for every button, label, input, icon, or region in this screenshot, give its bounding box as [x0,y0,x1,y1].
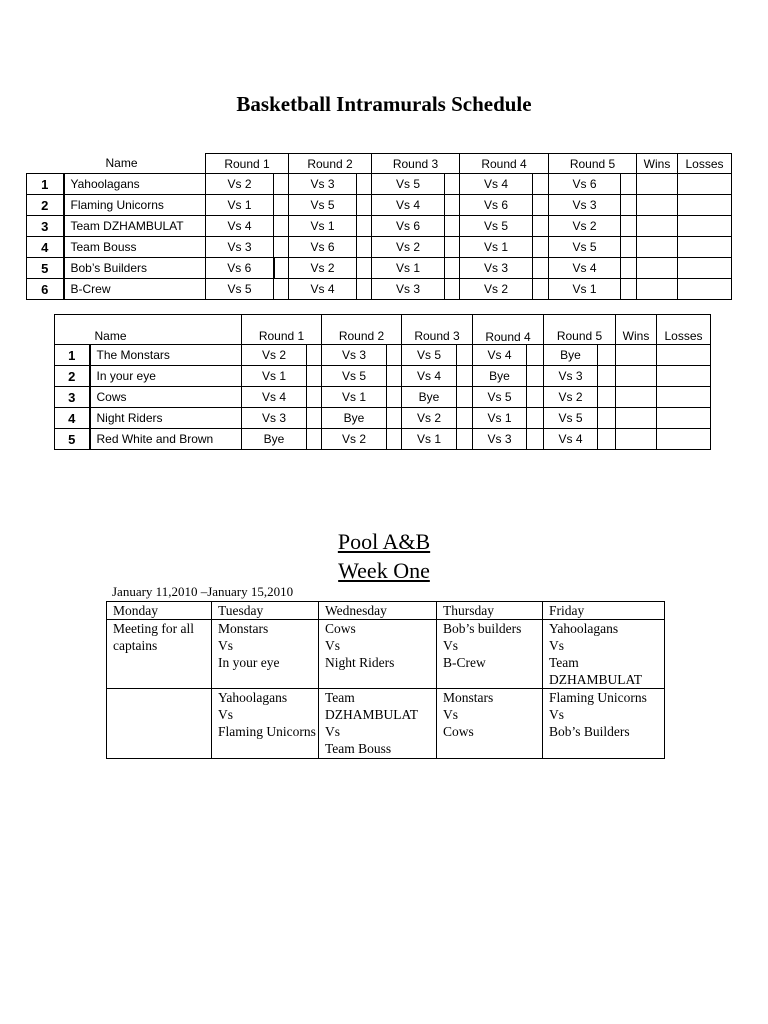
score-cell [457,345,473,366]
team-name: Bob’s Builders [64,258,206,279]
round-cell: Vs 1 [473,408,527,429]
table-row [27,258,732,279]
header-round-1: Round 1 [242,315,322,345]
round-cell: Vs 3 [473,429,527,450]
round-cell: Vs 4 [544,429,598,450]
vs-label: Vs [218,638,234,653]
team-number: 4 [27,237,64,258]
score-cell [357,258,372,279]
header-losses: Losses [657,315,711,345]
header-round-3: Round 3 [372,154,460,174]
team-a: Yahoolagans [218,690,288,705]
game-cell [319,689,437,759]
pool-heading: Pool A&B [337,529,431,554]
table-row [27,237,732,258]
score-cell [445,258,460,279]
score-cell [387,429,402,450]
round-cell: Vs 1 [206,195,274,216]
table-row [27,174,732,195]
header-round-4: Round 4 [460,154,549,174]
team-name: The Monstars [90,345,242,366]
round-cell: Vs 3 [289,174,357,195]
team-number: 1 [27,174,64,195]
score-cell [598,387,616,408]
game-cell [107,620,212,689]
table-row [55,408,711,429]
day-tuesday: Tuesday [212,602,319,620]
pool-b-table [54,314,711,450]
game-row [107,689,665,759]
team-number: 1 [55,345,90,366]
day-friday: Friday [543,602,665,620]
score-cell [533,258,549,279]
team-a: Yahoolagans [549,621,619,636]
losses-cell [657,408,711,429]
score-cell [307,408,322,429]
team-name: Team DZHAMBULAT [64,216,206,237]
table-row [27,195,732,216]
header-round-5: Round 5 [549,154,637,174]
wins-cell [637,258,678,279]
day-header-row [107,602,665,620]
score-cell [533,195,549,216]
vs-label: Vs [549,707,565,722]
score-cell [621,216,637,237]
score-cell [457,366,473,387]
day-monday: Monday [107,602,212,620]
score-cell [621,195,637,216]
wins-cell [637,279,678,300]
table-row [55,429,711,450]
game-row [107,620,665,689]
game-cell [543,689,665,759]
round-cell: Vs 6 [460,195,533,216]
header-name: Name [64,154,206,174]
page-title: Basketball Intramurals Schedule [236,92,532,116]
header-round-4: Round 4 [473,315,544,345]
round-cell: Vs 2 [242,345,307,366]
round-cell: Vs 6 [289,237,357,258]
header-wins: Wins [637,154,678,174]
score-cell [357,216,372,237]
score-cell [621,174,637,195]
round-cell: Vs 2 [402,408,457,429]
round-cell: Vs 2 [206,174,274,195]
game-cell [212,689,319,759]
pool-a-table [26,153,732,300]
losses-cell [657,345,711,366]
round-cell: Vs 6 [206,258,274,279]
score-cell [274,279,289,300]
score-cell [274,258,289,279]
score-cell [387,345,402,366]
score-cell [457,387,473,408]
team-number: 5 [55,429,90,450]
round-cell: Vs 4 [372,195,445,216]
team-b: Cows [443,724,474,739]
round-cell: Vs 4 [206,216,274,237]
game-cell [319,620,437,689]
round-cell: Vs 2 [460,279,533,300]
header-round-5: Round 5 [544,315,616,345]
team-b: Night Riders [325,655,395,670]
score-cell [274,174,289,195]
losses-cell [657,366,711,387]
round-cell: Vs 2 [544,387,598,408]
vs-label: Vs [325,638,341,653]
team-number: 4 [55,408,90,429]
round-cell: Vs 3 [372,279,445,300]
day-wednesday: Wednesday [319,602,437,620]
wins-cell [637,195,678,216]
score-cell [357,279,372,300]
score-cell [387,366,402,387]
round-cell: Vs 3 [206,237,274,258]
round-cell: Vs 3 [242,408,307,429]
table-row [27,216,732,237]
table-row [55,387,711,408]
round-cell: Vs 3 [322,345,387,366]
wins-cell [616,366,657,387]
team-b: Bob’s Builders [549,724,630,739]
vs-label: Vs [443,638,459,653]
wins-cell [616,429,657,450]
round-cell: Vs 4 [242,387,307,408]
vs-label: Vs [325,724,341,739]
score-cell [598,429,616,450]
score-cell [274,237,289,258]
team-name: Yahoolagans [64,174,206,195]
score-cell [533,174,549,195]
score-cell [527,366,544,387]
team-name: Red White and Brown [90,429,242,450]
team-a: Flaming Unicorns [549,690,647,705]
score-cell [527,408,544,429]
score-cell [307,345,322,366]
game-cell [107,689,212,759]
score-cell [274,216,289,237]
score-cell [445,195,460,216]
week-schedule-table [106,601,665,759]
table-row [55,366,711,387]
wins-cell [637,237,678,258]
round-cell: Vs 1 [402,429,457,450]
round-cell: Vs 2 [372,237,445,258]
round-cell: Vs 5 [372,174,445,195]
losses-cell [678,237,732,258]
team-b: Team DZHAMBULAT [549,655,642,687]
round-cell: Vs 5 [460,216,533,237]
round-cell: Bye [322,408,387,429]
header-round-3: Round 3 [402,315,473,345]
team-a: Monstars [218,621,269,636]
round-cell: Vs 5 [544,408,598,429]
team-b: B-Crew [443,655,486,670]
round-cell: Vs 5 [206,279,274,300]
round-cell: Vs 4 [460,174,533,195]
round-cell: Vs 4 [549,258,621,279]
round-cell: Vs 4 [473,345,527,366]
round-cell: Vs 3 [549,195,621,216]
team-a: Bob’s builders [443,621,522,636]
round-cell: Bye [473,366,527,387]
score-cell [527,345,544,366]
game-cell [212,620,319,689]
round-cell: Vs 2 [322,429,387,450]
score-cell [445,174,460,195]
score-cell [307,387,322,408]
round-cell: Vs 1 [372,258,445,279]
score-cell [307,366,322,387]
round-cell: Vs 3 [460,258,533,279]
losses-cell [678,258,732,279]
game-cell [437,620,543,689]
score-cell [445,216,460,237]
vs-label: Vs [218,707,234,722]
round-cell: Vs 4 [289,279,357,300]
header-round-1: Round 1 [206,154,289,174]
round-cell: Vs 5 [322,366,387,387]
round-cell: Vs 6 [549,174,621,195]
wins-cell [637,216,678,237]
wins-cell [616,408,657,429]
team-name: Cows [90,387,242,408]
team-number: 3 [55,387,90,408]
round-cell: Vs 1 [549,279,621,300]
header-name: Name [90,315,242,345]
round-cell: Vs 2 [289,258,357,279]
vs-label: Vs [443,707,459,722]
score-cell [274,195,289,216]
team-b: In your eye [218,655,280,670]
score-cell [445,279,460,300]
score-cell [307,429,322,450]
score-cell [357,195,372,216]
header-wins: Wins [616,315,657,345]
date-range: January 11,2010 –January 15,2010 [112,584,294,599]
round-cell: Vs 6 [372,216,445,237]
losses-cell [678,216,732,237]
round-cell: Vs 3 [544,366,598,387]
header-round-2: Round 2 [322,315,402,345]
note-text: Meeting for all captains [113,621,194,653]
round-cell: Bye [402,387,457,408]
round-cell: Vs 5 [549,237,621,258]
score-cell [533,216,549,237]
round-cell: Vs 2 [549,216,621,237]
team-name: In your eye [90,366,242,387]
vs-label: Vs [549,638,565,653]
score-cell [598,408,616,429]
round-cell: Vs 5 [289,195,357,216]
team-number: 6 [27,279,64,300]
round-cell: Vs 1 [289,216,357,237]
score-cell [527,387,544,408]
pool-a-header-row [27,154,732,174]
team-name: Team Bouss [64,237,206,258]
score-cell [357,174,372,195]
score-cell [457,408,473,429]
header-round-2: Round 2 [289,154,372,174]
score-cell [621,237,637,258]
team-number: 2 [55,366,90,387]
round-cell: Vs 5 [473,387,527,408]
score-cell [387,408,402,429]
pool-b-header-row [55,315,711,345]
team-number: 2 [27,195,64,216]
day-thursday: Thursday [437,602,543,620]
wins-cell [616,345,657,366]
losses-cell [678,174,732,195]
round-cell: Bye [242,429,307,450]
score-cell [598,345,616,366]
score-cell [621,258,637,279]
team-name: Night Riders [90,408,242,429]
week-heading: Week One [338,558,430,583]
losses-cell [678,279,732,300]
team-a: Cows [325,621,356,636]
losses-cell [678,195,732,216]
losses-cell [657,429,711,450]
round-cell: Bye [544,345,598,366]
score-cell [533,279,549,300]
team-number: 3 [27,216,64,237]
score-cell [357,237,372,258]
game-cell [543,620,665,689]
wins-cell [637,174,678,195]
score-cell [598,366,616,387]
score-cell [457,429,473,450]
score-cell [621,279,637,300]
round-cell: Vs 1 [460,237,533,258]
losses-cell [657,387,711,408]
table-row [55,345,711,366]
round-cell: Vs 1 [322,387,387,408]
team-b: Flaming Unicorns [218,724,316,739]
round-cell: Vs 4 [402,366,457,387]
round-cell: Vs 1 [242,366,307,387]
team-number: 5 [27,258,64,279]
team-a: Team DZHAMBULAT [325,690,418,722]
table-row [27,279,732,300]
header-losses: Losses [678,154,732,174]
team-b: Team Bouss [325,741,392,756]
round-cell: Vs 5 [402,345,457,366]
team-name: Flaming Unicorns [64,195,206,216]
game-cell [437,689,543,759]
wins-cell [616,387,657,408]
score-cell [387,387,402,408]
score-cell [445,237,460,258]
team-name: B-Crew [64,279,206,300]
score-cell [527,429,544,450]
team-a: Monstars [443,690,494,705]
score-cell [533,237,549,258]
